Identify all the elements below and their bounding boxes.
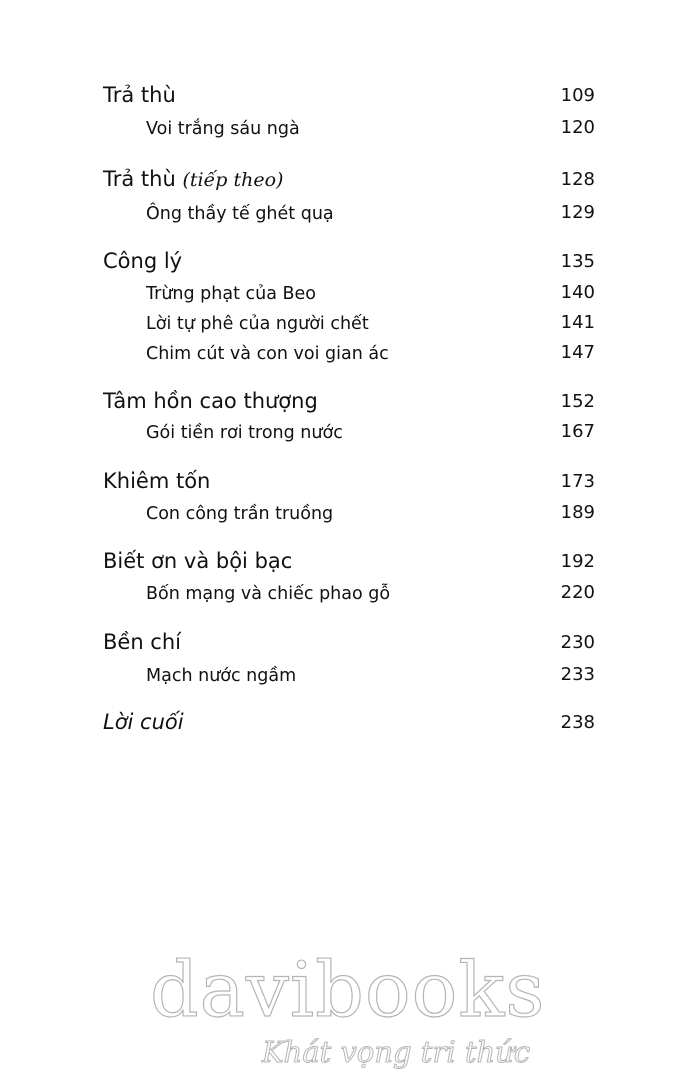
toc-page-number: 230 (560, 632, 595, 653)
toc-page-number: 238 (560, 712, 595, 733)
toc-chapter-row (0, 249, 700, 279)
toc-sub-row (0, 312, 700, 342)
watermark-brand: davibooks (150, 945, 546, 1034)
toc-chapter-title: Trả thù (103, 83, 176, 107)
toc-sub-title: Mạch nước ngầm (146, 666, 297, 686)
toc-chapter-row (0, 389, 700, 419)
toc-page-number: 192 (560, 551, 595, 572)
toc-chapter-title: Lời cuối (103, 710, 184, 734)
toc-sub-title: Con công trần truồng (146, 504, 334, 524)
toc-chapter-row (0, 83, 700, 113)
toc-page-number: 167 (560, 421, 595, 442)
toc-sub-title: Ông thầy tế ghét quạ (146, 204, 334, 224)
toc-chapter-title: Khiêm tốn (103, 469, 211, 493)
toc-chapter-title-text: Trả thù (103, 167, 176, 191)
toc-chapter-row (0, 167, 700, 197)
toc-chapter-row (0, 710, 700, 740)
toc-page-number: 135 (560, 251, 595, 272)
toc-sub-row (0, 342, 700, 372)
toc-sub-row (0, 282, 700, 312)
toc-page-number: 140 (560, 282, 595, 303)
toc-sub-row (0, 664, 700, 694)
toc-sub-row (0, 117, 700, 147)
toc-sub-title: Chim cút và con voi gian ác (146, 344, 389, 364)
toc-page-number: 109 (560, 85, 595, 106)
toc-sub-row (0, 582, 700, 612)
toc-page-number: 147 (560, 342, 595, 363)
toc-page-number: 189 (560, 502, 595, 523)
toc-page-number: 129 (560, 202, 595, 223)
toc-chapter-row (0, 549, 700, 579)
toc-sub-row (0, 421, 700, 451)
watermark-slogan: Khát vọng tri thức (262, 1035, 531, 1069)
toc-page-number: 128 (560, 169, 595, 190)
toc-chapter-row (0, 630, 700, 660)
toc-sub-title: Voi trắng sáu ngà (146, 119, 300, 139)
toc-sub-row (0, 202, 700, 232)
toc-chapter-title (103, 167, 283, 191)
toc-page-number: 220 (560, 582, 595, 603)
toc-sub-title: Trừng phạt của Beo (146, 284, 316, 304)
toc-chapter-title: Biết ơn và bội bạc (103, 549, 293, 573)
toc-chapter-note: (tiếp theo) (182, 169, 284, 191)
toc-page-number: 120 (560, 117, 595, 138)
toc-chapter-title: Tâm hồn cao thượng (103, 389, 318, 413)
toc-chapter-row (0, 469, 700, 499)
toc-chapter-title: Bền chí (103, 630, 182, 654)
toc-sub-row (0, 502, 700, 532)
toc-chapter-title: Công lý (103, 249, 183, 273)
toc-page-number: 173 (560, 471, 595, 492)
toc-sub-title: Gói tiền rơi trong nước (146, 423, 343, 443)
toc-page-number: 152 (560, 391, 595, 412)
toc-sub-title: Lời tự phê của người chết (146, 314, 369, 334)
toc-page-number: 233 (560, 664, 595, 685)
toc-sub-title: Bốn mạng và chiếc phao gỗ (146, 584, 391, 604)
toc-page-number: 141 (560, 312, 595, 333)
